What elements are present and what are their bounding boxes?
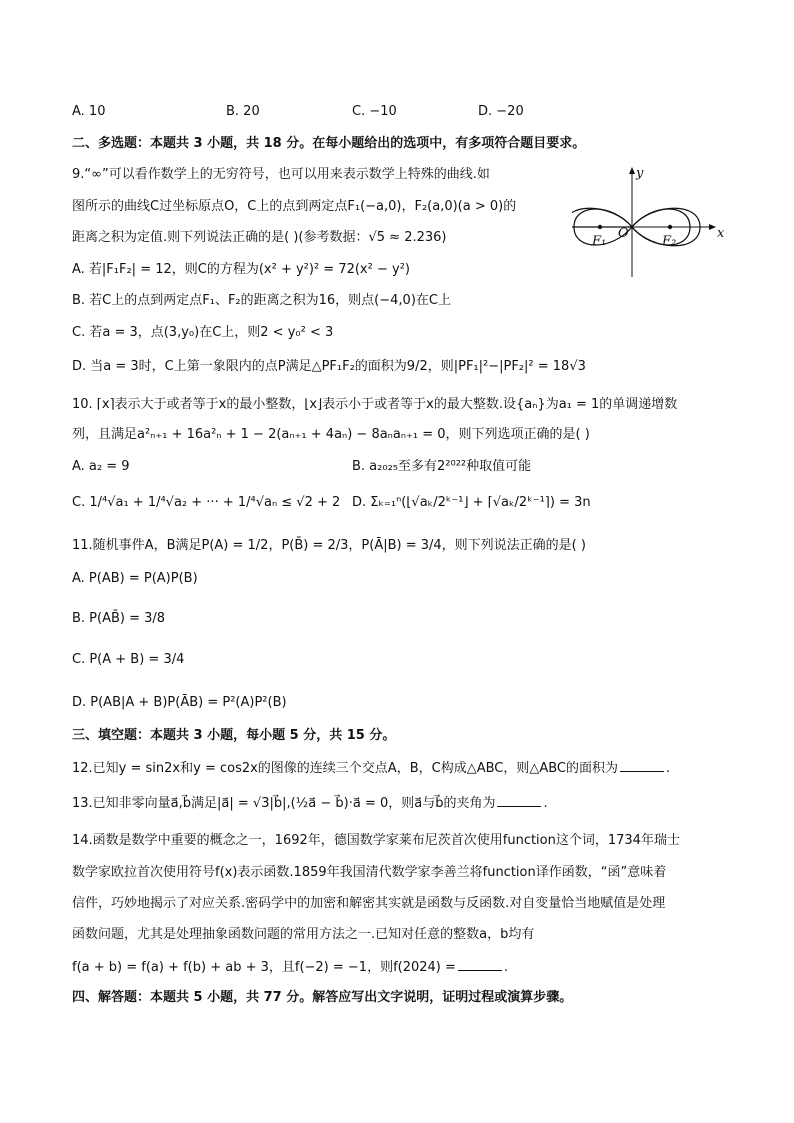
q12-line: 12.已知y = sin2x和y = cos2x的图像的连续三个交点A，B，C构成△ABC，则△ABC的面积为 .	[72, 761, 671, 776]
q14-line2: 数学家欧拉首次使用符号f(x)表示函数.1859年我国清代数学家李善兰将function译作函数，“函”意味着	[72, 865, 667, 880]
q11-option-b: B. P(AB̄) = 3/8	[72, 611, 166, 626]
q10-option-d: D. Σₖ₌₁ⁿ(⌊√aₖ/2ᵏ⁻¹⌋ + ⌈√aₖ/2ᵏ⁻¹⌉) = 3n	[352, 495, 591, 510]
q14-answer-blank[interactable]	[458, 958, 502, 971]
q14-line1: 14.函数是数学中重要的概念之一，1692年，德国数学家莱布尼茨首次使用function这个词，1734年瑞士	[72, 833, 680, 848]
x-axis-label: x	[717, 226, 725, 241]
q9-option-a: A. 若|F₁F₂| = 12，则C的方程为(x² + y²)² = 72(x² − y²)	[72, 262, 410, 277]
q8-option-d: D. −20	[478, 104, 524, 119]
focus-f1-point	[598, 225, 602, 229]
q13-answer-blank[interactable]	[497, 794, 541, 807]
y-axis-label: y	[636, 166, 644, 181]
q9-option-c: C. 若a = 3，点(3,y₀)在C上，则2 < y₀² < 3	[72, 325, 334, 340]
section-heading-fill-in: 三、填空题：本题共 3 小题，每小题 5 分，共 15 分。	[72, 728, 396, 743]
q11-option-a: A. P(AB) = P(A)P(B)	[72, 571, 198, 586]
q11-option-c: C. P(A + B) = 3/4	[72, 652, 185, 667]
q9-option-d: D. 当a = 3时，C上第一象限内的点P满足△PF₁F₂的面积为9/2，则|PF₁|²−|PF₂|² = 18√3	[72, 359, 586, 374]
q14-line4: 函数问题，尤其是处理抽象函数问题的常用方法之一.已知对任意的整数a，b均有	[72, 927, 535, 942]
q10-option-a: A. a₂ = 9	[72, 459, 130, 474]
q9-stem-line1: 9.“∞”可以看作数学上的无穷符号，也可以用来表示数学上特殊的曲线.如	[72, 167, 490, 182]
lemniscate-figure	[572, 165, 732, 283]
section-heading-solutions: 四、解答题：本题共 5 小题，共 77 分。解答应写出文字说明，证明过程或演算步骤。	[72, 990, 573, 1005]
q13-line: 13.已知非零向量a⃗,b⃗满足|a⃗| = √3|b⃗|,(½a⃗ − b⃗)·a⃗ = 0，则a⃗与b⃗的夹角为 .	[72, 796, 548, 811]
q13-text: 13.已知非零向量a⃗,b⃗满足|a⃗| = √3|b⃗|,(½a⃗ − b⃗)·a⃗ = 0，则a⃗与b⃗的夹角为	[72, 796, 496, 811]
x-axis-arrow	[709, 224, 716, 230]
section-heading-multiple-choice: 二、多选题：本题共 3 小题，共 18 分。在每小题给出的选项中，有多项符合题目要求。	[72, 136, 586, 151]
focus-f2-point	[668, 225, 672, 229]
q9-stem-line2: 图所示的曲线C过坐标原点O，C上的点到两定点F₁(−a,0)，F₂(a,0)(a > 0)的	[72, 199, 517, 214]
q11-stem: 11.随机事件A，B满足P(A) = 1/2，P(B̄) = 2/3，P(Ā|B) = 3/4，则下列说法正确的是( )	[72, 538, 586, 553]
q10-stem-line2: 列，且满足a²ₙ₊₁ + 16a²ₙ + 1 − 2(aₙ₊₁ + 4aₙ) − 8aₙaₙ₊₁ = 0，则下列选项正确的是( )	[72, 427, 590, 442]
q9-option-b: B. 若C上的点到两定点F₁、F₂的距离之积为16，则点(−4,0)在C上	[72, 293, 451, 308]
q11-option-d: D. P(AB|A + B)P(ĀB) = P²(A)P²(B)	[72, 695, 287, 710]
q8-option-a: A. 10	[72, 104, 106, 119]
f1-label: F₁	[592, 234, 607, 249]
q10-option-c: C. 1/⁴√a₁ + 1/⁴√a₂ + ··· + 1/⁴√aₙ ≤ √2 + 2	[72, 495, 341, 510]
q8-option-c: C. −10	[352, 104, 397, 119]
q8-option-b: B. 20	[226, 104, 260, 119]
y-axis-arrow	[629, 167, 635, 174]
q14-line5: f(a + b) = f(a) + f(b) + ab + 3，且f(−2) = −1，则f(2024) = .	[72, 960, 509, 975]
q14-line3: 信件，巧妙地揭示了对应关系.密码学中的加密和解密其实就是函数与反函数.对自变量恰当地赋值是处理	[72, 896, 666, 911]
q10-stem-line1: 10. ⌈x⌉表示大于或者等于x的最小整数，⌊x⌋表示小于或者等于x的最大整数.设{aₙ}为a₁ = 1的单调递增数	[72, 397, 678, 412]
q12-answer-blank[interactable]	[620, 759, 664, 772]
q14-equation: f(a + b) = f(a) + f(b) + ab + 3，且f(−2) = −1，则f(2024) =	[72, 960, 456, 975]
origin-label: O	[618, 226, 629, 241]
q10-option-b: B. a₂₀₂₅至多有2²⁰²²种取值可能	[352, 459, 532, 474]
q9-stem-line3: 距离之积为定值.则下列说法正确的是( )(参考数据：√5 ≈ 2.236)	[72, 230, 447, 245]
q12-text: 12.已知y = sin2x和y = cos2x的图像的连续三个交点A，B，C构成△ABC，则△ABC的面积为	[72, 761, 619, 776]
f2-label: F₂	[662, 234, 677, 249]
